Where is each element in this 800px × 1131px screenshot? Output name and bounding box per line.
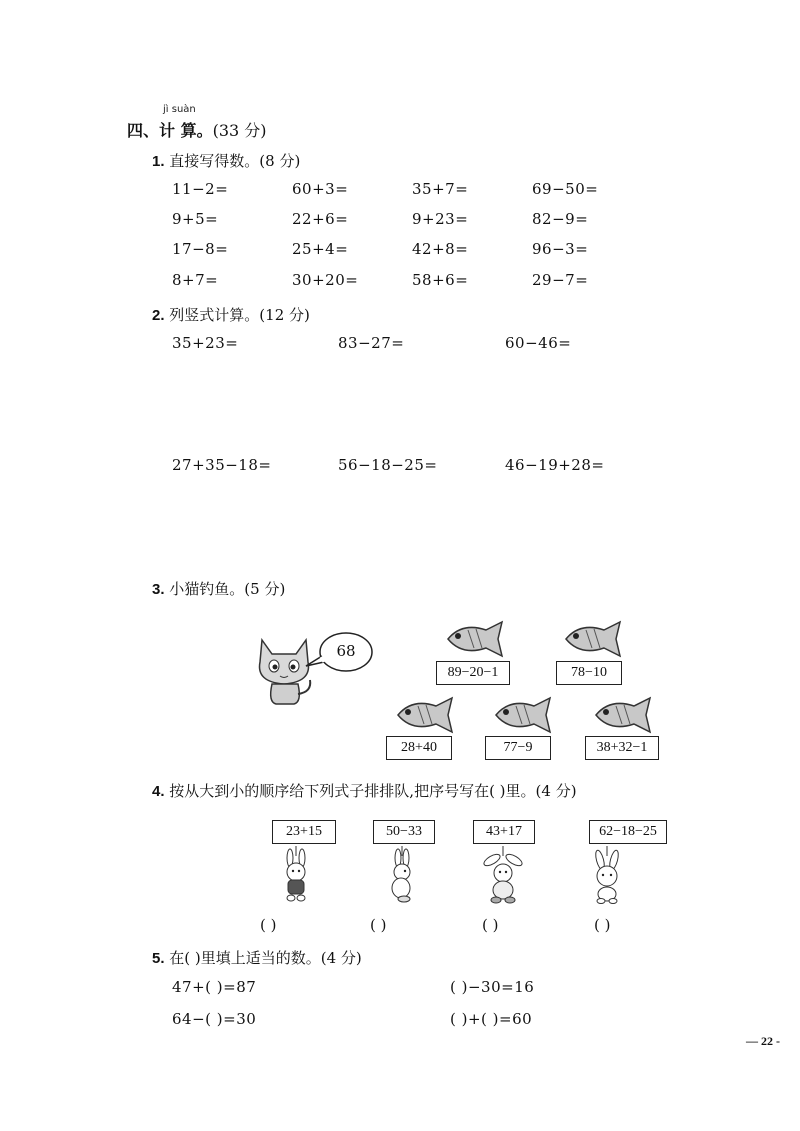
heading-pinyin: jì suàn [163, 104, 196, 115]
oral-problem: 8+7= [172, 271, 219, 289]
fish-icon [592, 696, 654, 734]
question-4-text: 按从大到小的顺序给下列式子排排队,把序号写在( )里。(4 分) [169, 782, 577, 800]
answer-blank[interactable]: ( ) [594, 916, 611, 934]
oral-problem: 17−8= [172, 240, 229, 258]
vertical-problem: 46−19+28= [505, 456, 605, 474]
question-4-number: 4. [152, 783, 165, 800]
rabbit-sign: 43+17 [473, 820, 535, 844]
question-4-title [152, 780, 577, 801]
vertical-problem: 56−18−25= [338, 456, 438, 474]
question-3-title [152, 578, 285, 599]
question-5-title [152, 947, 362, 968]
fill-in-problem[interactable]: 47+( )=87 [172, 978, 257, 996]
fish-expression-box: 77−9 [485, 736, 551, 760]
fish-expression-box: 38+32−1 [585, 736, 659, 760]
fish-icon [562, 620, 624, 658]
page-number: — 22 - [746, 1034, 780, 1048]
fish-expression-box: 28+40 [386, 736, 452, 760]
oral-problem: 42+8= [412, 240, 469, 258]
oral-problem: 29−7= [532, 271, 589, 289]
rabbit-icon [480, 846, 526, 904]
oral-problem: 69−50= [532, 180, 599, 198]
question-2-title [152, 304, 310, 325]
question-3-number: 3. [152, 581, 165, 598]
fill-in-problem[interactable]: 64−( )=30 [172, 1010, 257, 1028]
vertical-problem: 60−46= [505, 334, 572, 352]
rabbit-sign: 62−18−25 [589, 820, 667, 844]
question-2-number: 2. [152, 307, 165, 324]
question-1-number: 1. [152, 153, 165, 170]
fish-icon [492, 696, 554, 734]
vertical-problem: 83−27= [338, 334, 405, 352]
rabbit-icon [587, 846, 627, 904]
question-1-text: 直接写得数。(8 分) [169, 152, 301, 170]
oral-problem: 25+4= [292, 240, 349, 258]
section-heading-prefix: 四、 [127, 121, 160, 140]
section-points: (33 分) [212, 121, 267, 140]
fish-expression-box: 78−10 [556, 661, 622, 685]
vertical-problem: 27+35−18= [172, 456, 272, 474]
speech-bubble-number: 68 [336, 642, 356, 660]
section-heading-word: 计 算 [159, 121, 197, 140]
oral-problem: 30+20= [292, 271, 359, 289]
oral-problem: 9+23= [412, 210, 469, 228]
rabbit-sign: 50−33 [373, 820, 435, 844]
fish-expression-box: 89−20−1 [436, 661, 510, 685]
rabbit-icon [382, 846, 422, 904]
oral-problem: 96−3= [532, 240, 589, 258]
oral-problem: 22+6= [292, 210, 349, 228]
rabbit-icon [276, 846, 316, 904]
answer-blank[interactable]: ( ) [370, 916, 387, 934]
oral-problem: 35+7= [412, 180, 469, 198]
answer-blank[interactable]: ( ) [260, 916, 277, 934]
question-3-text: 小猫钓鱼。(5 分) [169, 580, 286, 598]
fish-icon [394, 696, 456, 734]
section-heading-end: 。 [196, 121, 213, 140]
oral-problem: 82−9= [532, 210, 589, 228]
section-heading [127, 118, 267, 141]
oral-problem: 9+5= [172, 210, 219, 228]
answer-blank[interactable]: ( ) [482, 916, 499, 934]
vertical-problem: 35+23= [172, 334, 239, 352]
fill-in-problem[interactable]: ( )+( )=60 [450, 1010, 533, 1028]
question-5-text: 在( )里填上适当的数。(4 分) [169, 949, 362, 967]
oral-problem: 58+6= [412, 271, 469, 289]
oral-problem: 60+3= [292, 180, 349, 198]
fill-in-problem[interactable]: ( )−30=16 [450, 978, 535, 996]
question-2-text: 列竖式计算。(12 分) [169, 306, 310, 324]
fish-icon [444, 620, 506, 658]
question-1-title [152, 150, 300, 171]
question-5-number: 5. [152, 950, 165, 967]
rabbit-sign: 23+15 [272, 820, 336, 844]
oral-problem: 11−2= [172, 180, 229, 198]
